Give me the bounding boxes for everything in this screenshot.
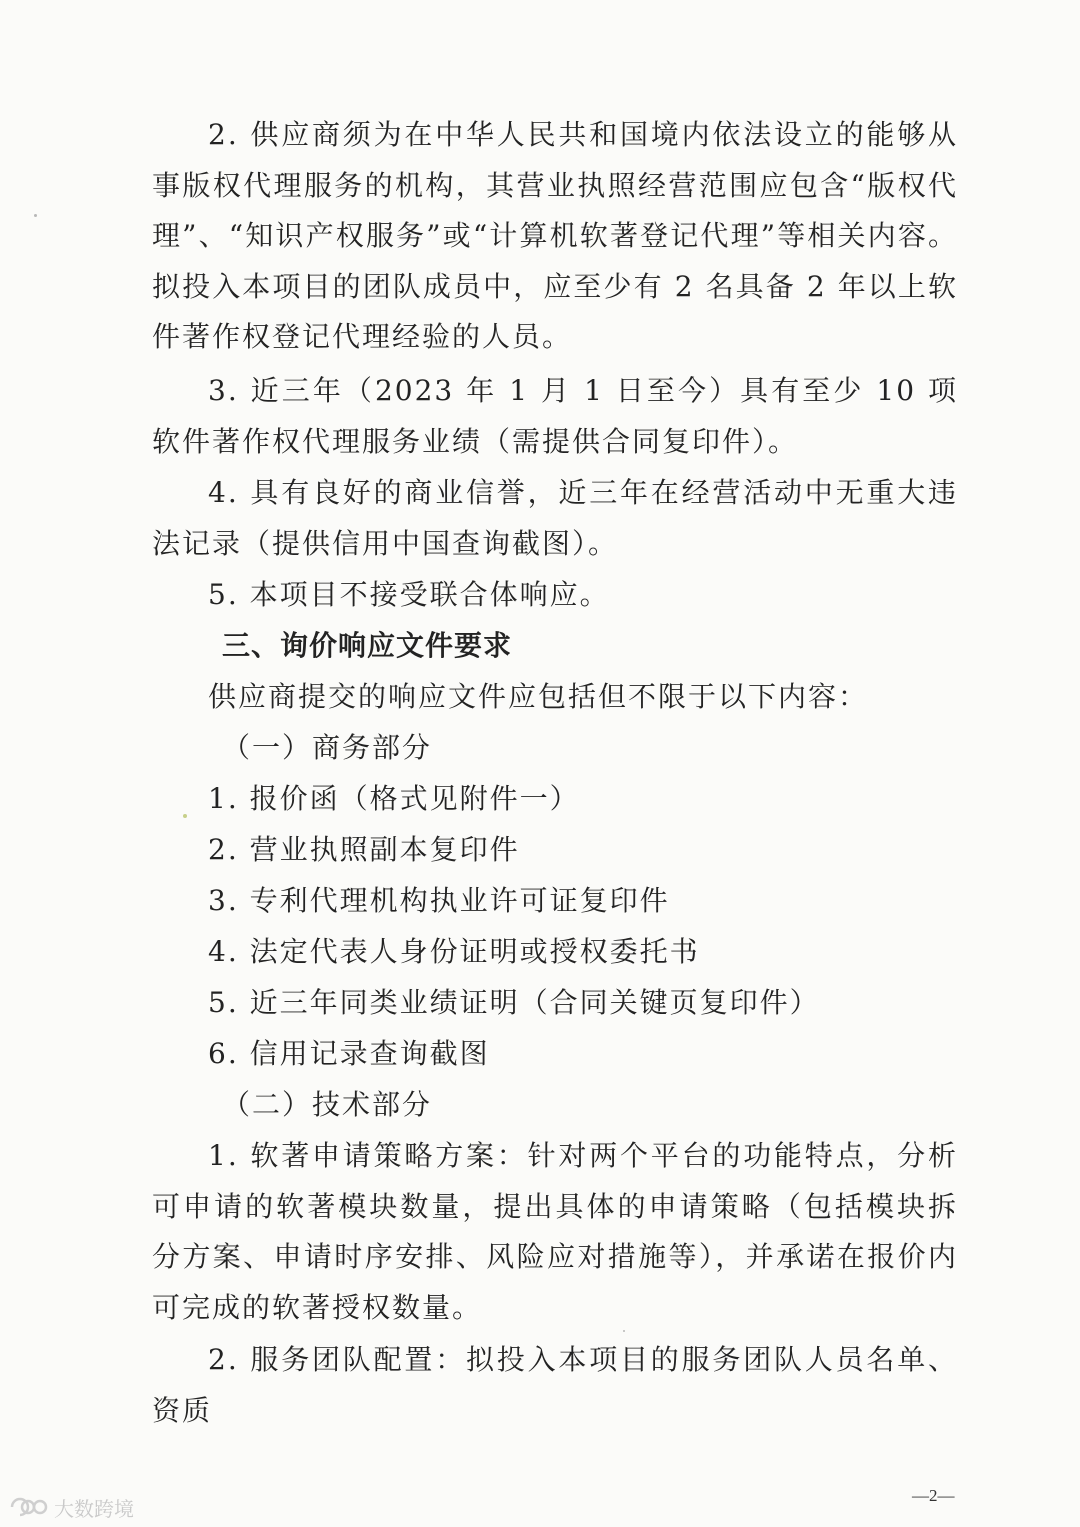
business-item: 6. 信用记录查询截图	[208, 1037, 490, 1070]
scan-speck	[623, 1330, 625, 1332]
paragraph-business-reputation: 4. 具有良好的商业信誉，近三年在经营活动中无重大违法记录（提供信用中国查询截图）。	[152, 476, 958, 560]
technical-item: 1. 软著申请策略方案：针对两个平台的功能特点，分析可申请的软著模块数量，提出具体的申请策略（包括模块拆分方案、申请时序安排、风险应对措施等），并承诺在报价内可完成的软著授权数量。	[152, 1139, 958, 1324]
paragraph-intro: 供应商提交的响应文件应包括但不限于以下内容：	[208, 680, 869, 713]
section-heading: 三、询价响应文件要求	[222, 629, 513, 662]
business-item: 5. 近三年同类业绩证明（合同关键页复印件）	[208, 986, 820, 1019]
subsection-title-technical: （二）技术部分	[222, 1088, 433, 1121]
paragraph-no-consortium: 5. 本项目不接受联合体响应。	[208, 578, 610, 611]
business-item: 3. 专利代理机构执业许可证复印件	[208, 884, 670, 917]
paragraph-supplier-qualification: 2. 供应商须为在中华人民共和国境内依法设立的能够从事版权代理服务的机构，其营业执照经营范围应包含“版权代理”、“知识产权服务”或“计算机软著登记代理”等相关内容。拟投入本项目的团队成员中，应至少有 2 名具备 2 年以上软件著作权登记代理经验的人员。	[152, 118, 958, 353]
business-item: 2. 营业执照副本复印件	[208, 833, 520, 866]
watermark-logo-icon	[8, 1495, 48, 1519]
page-number: —2—	[912, 1486, 955, 1505]
paragraph-past-performance: 3. 近三年（2023 年 1 月 1 日至今）具有至少 10 项软件著作权代理服务业绩（需提供合同复印件）。	[152, 374, 958, 458]
scan-speck	[183, 814, 187, 818]
scan-speck	[34, 214, 37, 217]
business-item: 4. 法定代表人身份证明或授权委托书	[208, 935, 700, 968]
watermark	[8, 1492, 134, 1522]
technical-item: 2. 服务团队配置：拟投入本项目的服务团队人员名单、资质	[152, 1343, 958, 1427]
watermark-text: 大数跨境	[54, 1496, 134, 1521]
business-item: 1. 报价函（格式见附件一）	[208, 782, 580, 815]
subsection-title-business: （一）商务部分	[222, 731, 433, 764]
